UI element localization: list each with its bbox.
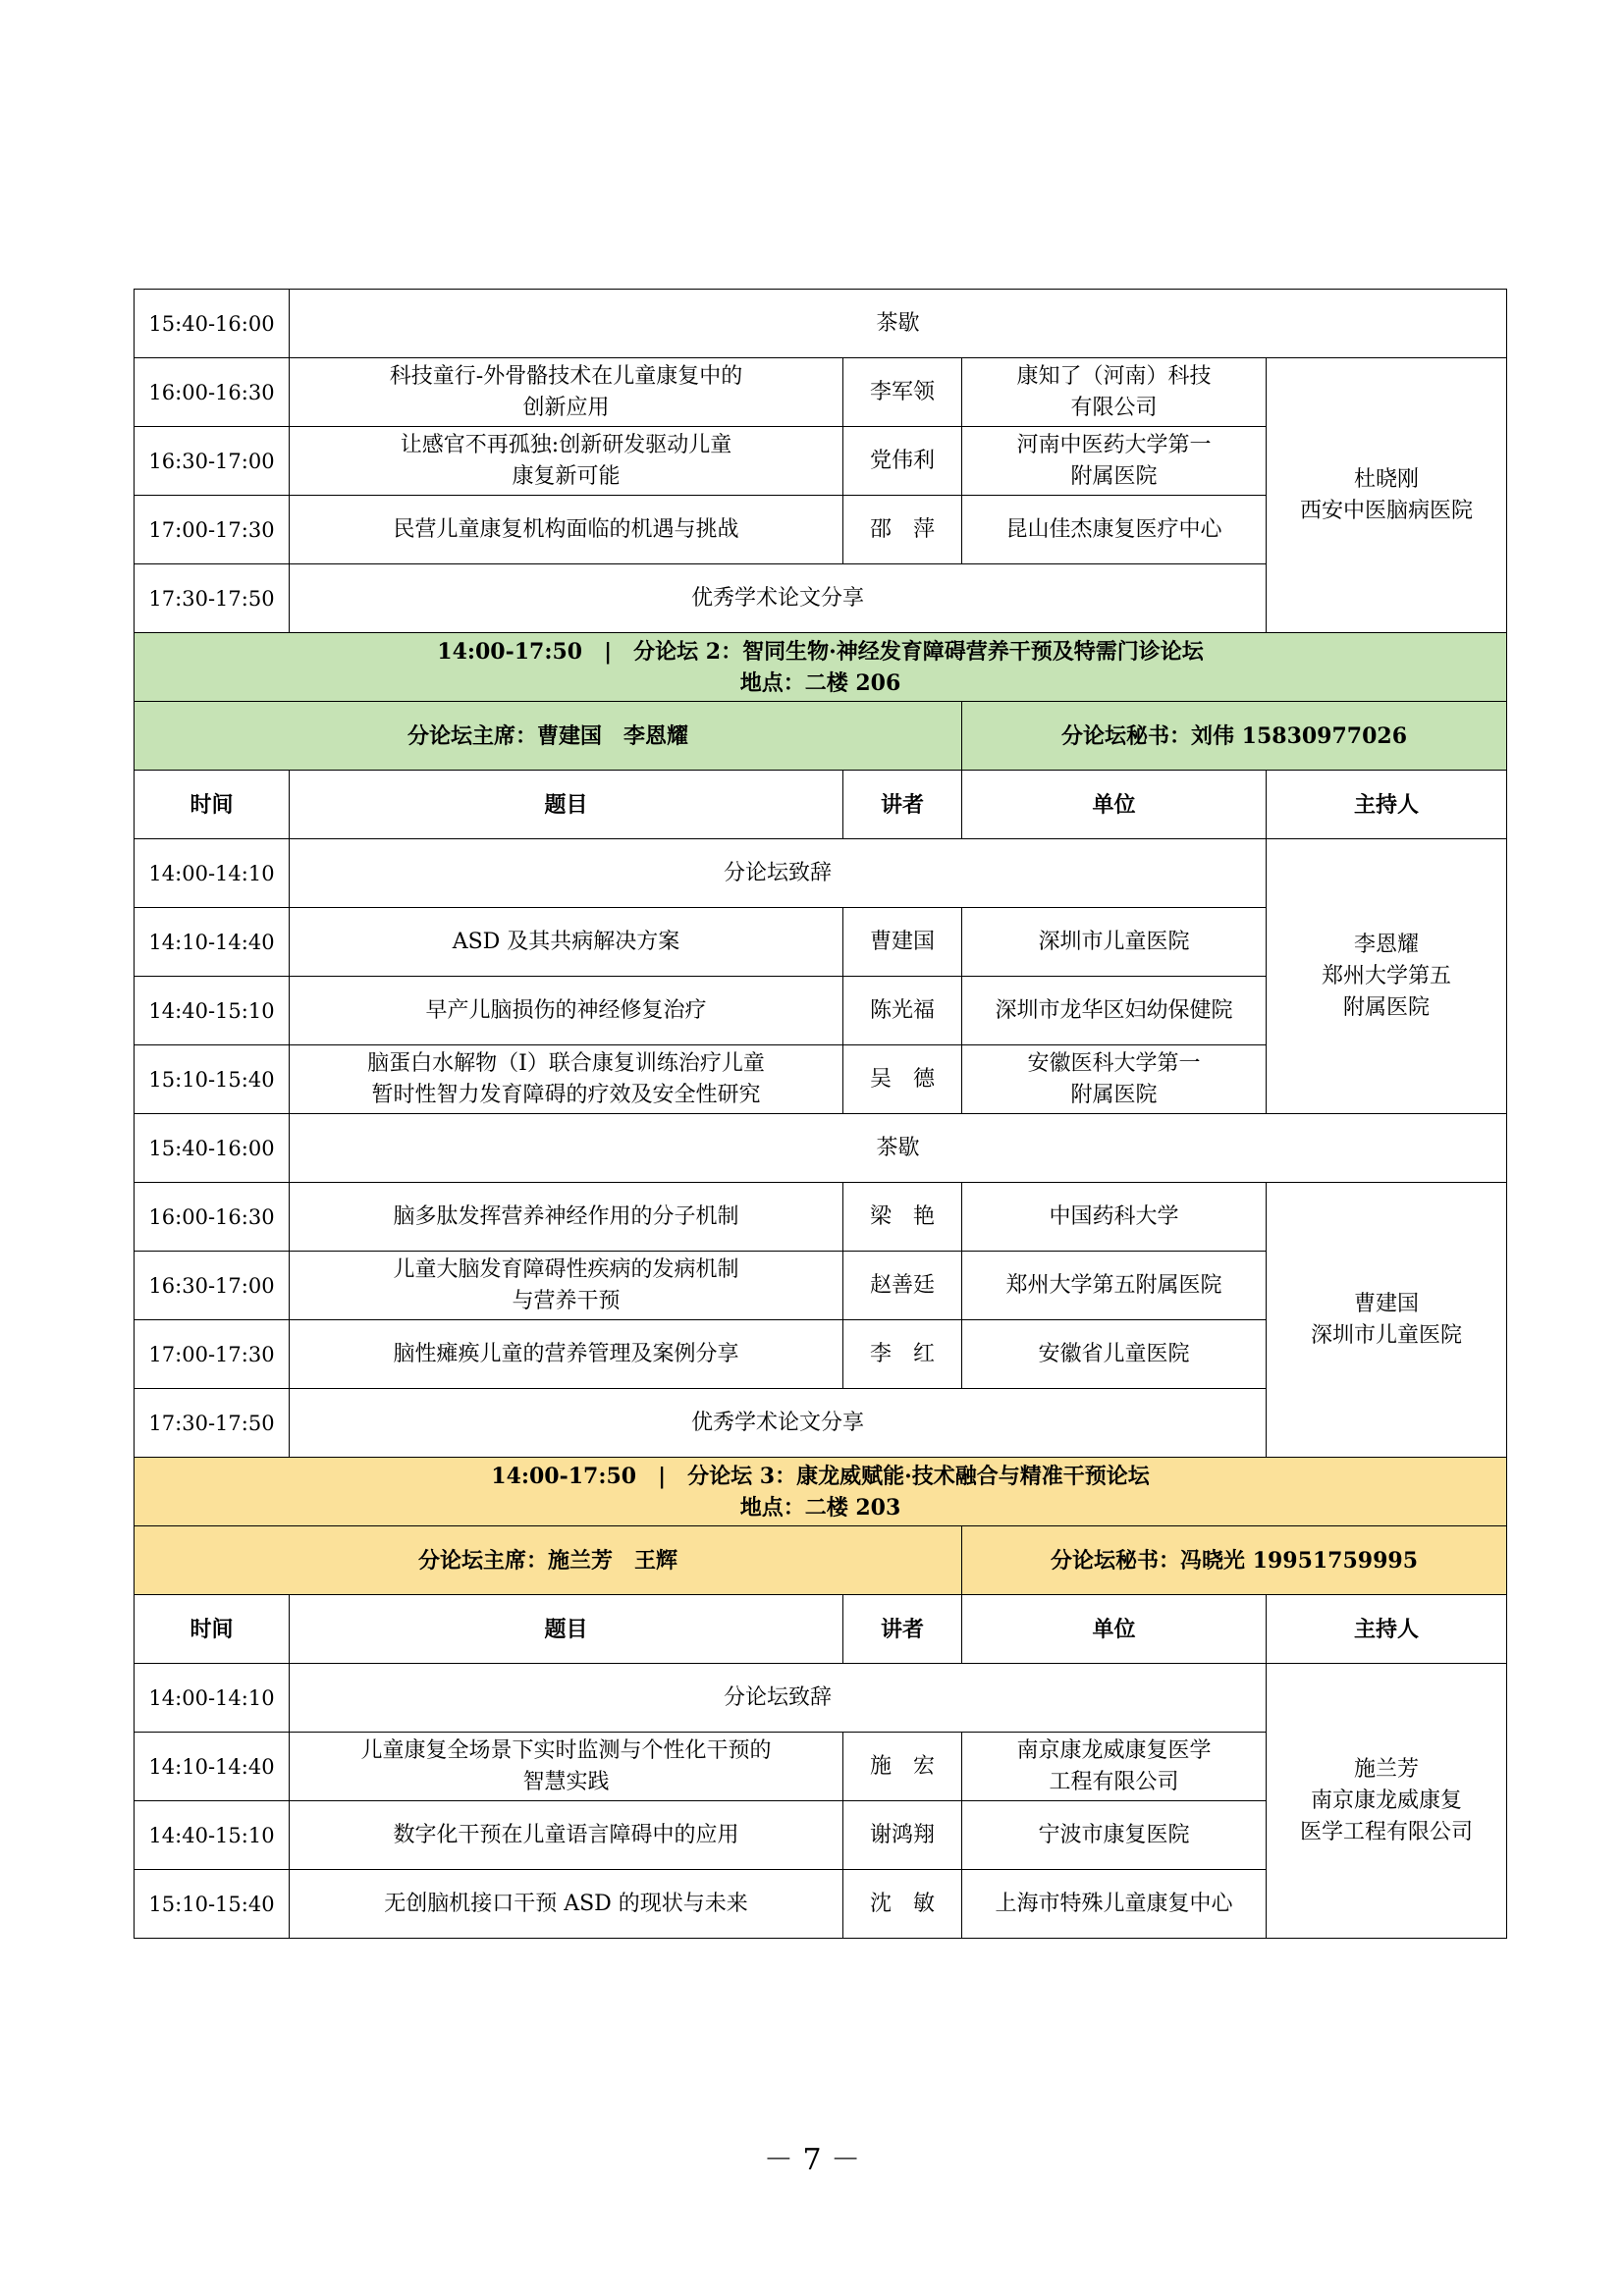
time-cell: 17:00-17:30: [135, 1320, 290, 1389]
header-speaker: 讲者: [843, 1595, 962, 1664]
unit-cell: 安徽省儿童医院: [962, 1320, 1267, 1389]
time-cell: 17:30-17:50: [135, 564, 290, 633]
forum3-secretary: 分论坛秘书：冯晓光 19951759995: [962, 1526, 1507, 1595]
forum2-title-row: [135, 633, 1507, 702]
header-speaker: 讲者: [843, 771, 962, 839]
time-cell: 16:00-16:30: [135, 358, 290, 427]
topic-cell: 儿童大脑发育障碍性疾病的发病机制 与营养干预: [290, 1252, 843, 1320]
break-cell: 茶歇: [290, 1114, 1507, 1183]
header-unit: 单位: [962, 1595, 1267, 1664]
topic-cell: 数字化干预在儿童语言障碍中的应用: [290, 1801, 843, 1870]
forum2-title: 14:00-17:50 | 分论坛 2：智同生物·神经发育障碍营养干预及特需门诊论坛 地点：二楼 206: [135, 633, 1507, 702]
time-cell: 15:10-15:40: [135, 1045, 290, 1114]
time-cell: 16:30-17:00: [135, 1252, 290, 1320]
unit-cell: 康知了（河南）科技 有限公司: [962, 358, 1267, 427]
unit-cell: 上海市特殊儿童康复中心: [962, 1870, 1267, 1939]
time-cell: 14:00-14:10: [135, 839, 290, 908]
speaker-cell: 沈 敏: [843, 1870, 962, 1939]
speaker-cell: 陈光福: [843, 977, 962, 1045]
table-row: [135, 839, 1507, 908]
forum2-chair: 分论坛主席：曹建国 李恩耀: [135, 702, 962, 771]
time-cell: 14:40-15:10: [135, 977, 290, 1045]
host-cell: 杜晓刚 西安中医脑病医院: [1267, 358, 1507, 633]
time-cell: 14:10-14:40: [135, 1733, 290, 1801]
topic-cell: 科技童行-外骨骼技术在儿童康复中的 创新应用: [290, 358, 843, 427]
table-header-row: [135, 771, 1507, 839]
host-cell: 李恩耀 郑州大学第五 附属医院: [1267, 839, 1507, 1114]
table-row: [135, 290, 1507, 358]
speaker-cell: 施 宏: [843, 1733, 962, 1801]
topic-cell: 脑性瘫痪儿童的营养管理及案例分享: [290, 1320, 843, 1389]
topic-cell: 民营儿童康复机构面临的机遇与挑战: [290, 496, 843, 564]
topic-cell: 让感官不再孤独:创新研发驱动儿童 康复新可能: [290, 427, 843, 496]
time-cell: 14:00-14:10: [135, 1664, 290, 1733]
session-cell: 优秀学术论文分享: [290, 564, 1267, 633]
session-cell: 分论坛致辞: [290, 839, 1267, 908]
time-cell: 17:30-17:50: [135, 1389, 290, 1458]
topic-cell: 儿童康复全场景下实时监测与个性化干预的 智慧实践: [290, 1733, 843, 1801]
speaker-cell: 李军领: [843, 358, 962, 427]
time-cell: 16:30-17:00: [135, 427, 290, 496]
speaker-cell: 邵 萍: [843, 496, 962, 564]
speaker-cell: 李 红: [843, 1320, 962, 1389]
unit-cell: 深圳市儿童医院: [962, 908, 1267, 977]
unit-cell: 昆山佳杰康复医疗中心: [962, 496, 1267, 564]
page-number: － 7 －: [763, 2143, 861, 2177]
host-cell: 施兰芳 南京康龙威康复 医学工程有限公司: [1267, 1664, 1507, 1939]
break-cell: 茶歇: [290, 290, 1507, 358]
forum3-chair: 分论坛主席：施兰芳 王辉: [135, 1526, 962, 1595]
time-cell: 16:00-16:30: [135, 1183, 290, 1252]
topic-cell: 早产儿脑损伤的神经修复治疗: [290, 977, 843, 1045]
topic-cell: 脑蛋白水解物（I）联合康复训练治疗儿童 暂时性智力发育障碍的疗效及安全性研究: [290, 1045, 843, 1114]
header-topic: 题目: [290, 1595, 843, 1664]
forum3-title-row: [135, 1458, 1507, 1526]
speaker-cell: 梁 艳: [843, 1183, 962, 1252]
speaker-cell: 谢鸿翔: [843, 1801, 962, 1870]
time-cell: 17:00-17:30: [135, 496, 290, 564]
header-unit: 单位: [962, 771, 1267, 839]
host-cell: 曹建国 深圳市儿童医院: [1267, 1183, 1507, 1458]
table-header-row: [135, 1595, 1507, 1664]
time-cell: 15:10-15:40: [135, 1870, 290, 1939]
time-cell: 15:40-16:00: [135, 1114, 290, 1183]
time-cell: 15:40-16:00: [135, 290, 290, 358]
speaker-cell: 曹建国: [843, 908, 962, 977]
header-time: 时间: [135, 1595, 290, 1664]
unit-cell: 宁波市康复医院: [962, 1801, 1267, 1870]
table-row: [135, 1183, 1507, 1252]
speaker-cell: 赵善廷: [843, 1252, 962, 1320]
table-row: [135, 1114, 1507, 1183]
speaker-cell: 吴 德: [843, 1045, 962, 1114]
session-cell: 分论坛致辞: [290, 1664, 1267, 1733]
forum3-chair-row: [135, 1526, 1507, 1595]
topic-cell: 脑多肽发挥营养神经作用的分子机制: [290, 1183, 843, 1252]
forum2-chair-row: [135, 702, 1507, 771]
session-cell: 优秀学术论文分享: [290, 1389, 1267, 1458]
speaker-cell: 党伟利: [843, 427, 962, 496]
forum2-secretary: 分论坛秘书：刘伟 15830977026: [962, 702, 1507, 771]
time-cell: 14:10-14:40: [135, 908, 290, 977]
time-cell: 14:40-15:10: [135, 1801, 290, 1870]
unit-cell: 南京康龙威康复医学 工程有限公司: [962, 1733, 1267, 1801]
table-row: [135, 358, 1507, 427]
header-topic: 题目: [290, 771, 843, 839]
table-row: [135, 1664, 1507, 1733]
header-time: 时间: [135, 771, 290, 839]
unit-cell: 安徽医科大学第一 附属医院: [962, 1045, 1267, 1114]
unit-cell: 中国药科大学: [962, 1183, 1267, 1252]
forum3-title: 14:00-17:50 | 分论坛 3：康龙威赋能·技术融合与精准干预论坛 地点：二楼 203: [135, 1458, 1507, 1526]
topic-cell: ASD 及其共病解决方案: [290, 908, 843, 977]
header-host: 主持人: [1267, 1595, 1507, 1664]
agenda-table: [134, 289, 1507, 1939]
topic-cell: 无创脑机接口干预 ASD 的现状与未来: [290, 1870, 843, 1939]
unit-cell: 河南中医药大学第一 附属医院: [962, 427, 1267, 496]
unit-cell: 郑州大学第五附属医院: [962, 1252, 1267, 1320]
unit-cell: 深圳市龙华区妇幼保健院: [962, 977, 1267, 1045]
header-host: 主持人: [1267, 771, 1507, 839]
